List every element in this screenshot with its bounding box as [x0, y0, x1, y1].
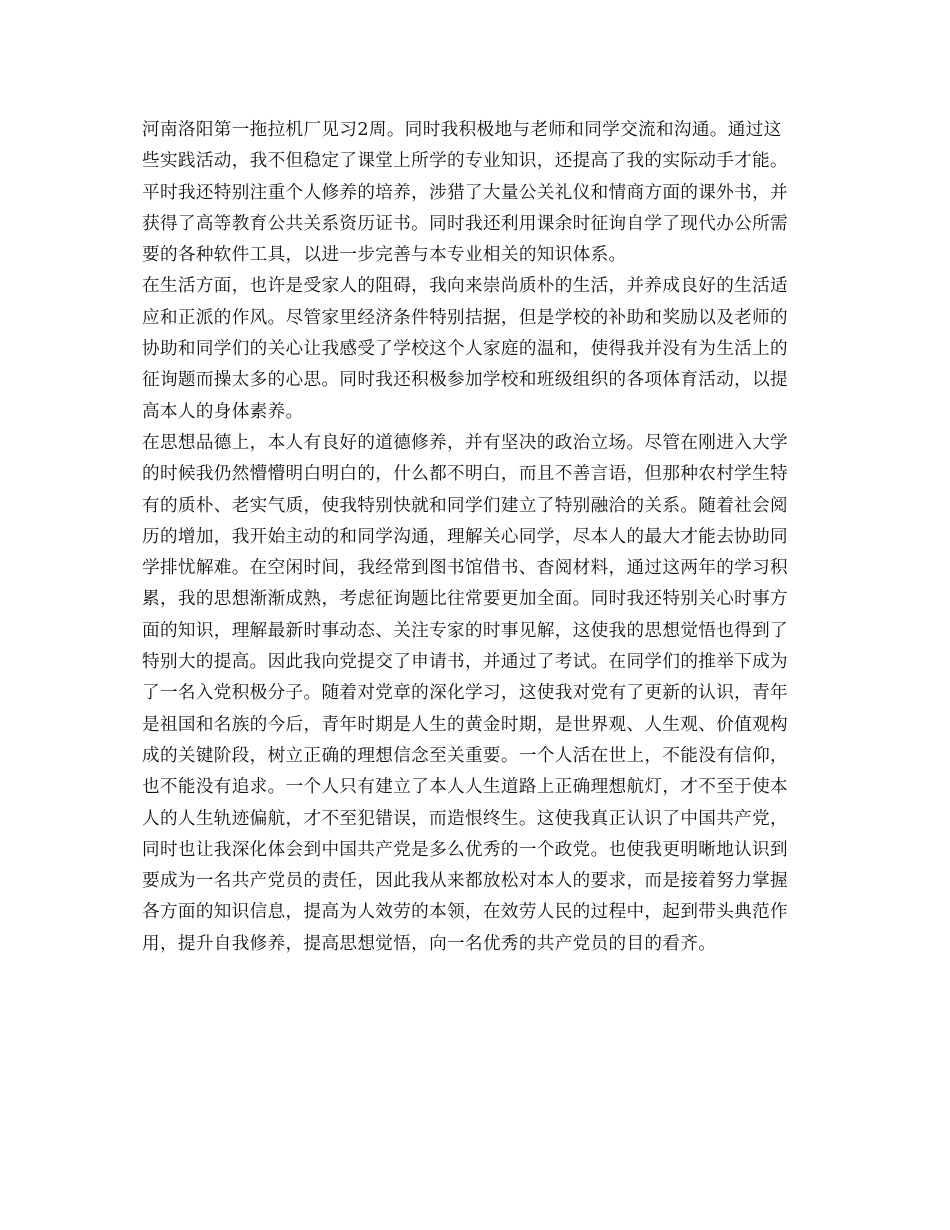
text-line: 各方面的知识信息，提高为人效劳的本领，在效劳人民的过程中，起到带头典范作 — [142, 902, 788, 923]
text-line: 要的各种软件工具，以进一步完善与本专业相关的知识体系。 — [142, 245, 627, 266]
text-line: 也不能没有追求。一个人只有建立了本人人生道路上正确理想航灯，才不至于使本 — [142, 777, 788, 798]
text-line: 有的质朴、老实气质，使我特别快就和同学们建立了特别融洽的关系。随着社会阅 — [142, 495, 788, 516]
text-line: 在生活方面，也许是受家人的阻碍，我向来崇尚质朴的生活，并养成良好的生活适 — [142, 276, 788, 297]
text-line: 的时候我仍然懵懵明白明白的，什么都不明白，而且不善言语，但那种农村学生特 — [142, 464, 788, 485]
text-line: 同时也让我深化体会到中国共产党是多么优秀的一个政党。也使我更明晰地认识到 — [142, 839, 788, 860]
text-line: 历的增加，我开始主动的和同学沟通，理解关心同学，尽本人的最大才能去协助同 — [142, 526, 788, 547]
text-line: 面的知识，理解最新时事动态、关注专家的时事见解，这使我的思想觉悟也得到了 — [142, 620, 788, 641]
text-line: 在思想品德上，本人有良好的道德修养，并有坚决的政治立场。尽管在刚进入大学 — [142, 432, 788, 453]
text-line: 应和正派的作风。尽管家里经济条件特别拮据，但是学校的补助和奖励以及老师的 — [142, 307, 788, 328]
text-line: 累，我的思想渐渐成熟，考虑征询题比往常要更加全面。同时我还特别关心时事方 — [142, 589, 788, 610]
text-line: 用，提升自我修养，提高思想觉悟，向一名优秀的共产党员的目的看齐。 — [142, 933, 717, 954]
text-line: 征询题而操太多的心思。同时我还积极参加学校和班级组织的各项体育活动，以提 — [142, 370, 788, 391]
text-line: 了一名入党积极分子。随着对党章的深化学习，这使我对党有了更新的认识，青年 — [142, 683, 788, 704]
text-line: 人的人生轨迹偏航，才不至犯错误，而造恨终生。这使我真正认识了中国共产党， — [142, 808, 788, 829]
text-line: 要成为一名共产党员的责任，因此我从来都放松对本人的要求，而是接着努力掌握 — [142, 871, 788, 892]
text-line: 成的关键阶段，树立正确的理想信念至关重要。一个人活在世上，不能没有信仰， — [142, 745, 788, 766]
body-text — [142, 115, 822, 960]
text-line: 是祖国和名族的今后，青年时期是人生的黄金时期，是世界观、人生观、价值观构 — [142, 714, 788, 735]
text-line: 高本人的身体素养。 — [142, 401, 304, 422]
text-line: 河南洛阳第一拖拉机厂见习2周。同时我积极地与老师和同学交流和沟通。通过这 — [142, 120, 782, 140]
text-line: 平时我还特别注重个人修养的培养，涉猎了大量公关礼仪和情商方面的课外书，并 — [142, 182, 788, 203]
text-line: 特别大的提高。因此我向党提交了申请书，并通过了考试。在同学们的推举下成为 — [142, 652, 788, 673]
text-line: 些实践活动，我不但稳定了课堂上所学的专业知识，还提高了我的实际动手才能。 — [142, 151, 788, 172]
text-line: 获得了高等教育公共关系资历证书。同时我还利用课余时征询自学了现代办公所需 — [142, 213, 788, 234]
text-line: 协助和同学们的关心让我感受了学校这个人家庭的温和，使得我并没有为生活上的 — [142, 339, 788, 360]
text-line: 学排忧解难。在空闲时间，我经常到图书馆借书、杳阅材料，通过这两年的学习积 — [142, 558, 788, 579]
